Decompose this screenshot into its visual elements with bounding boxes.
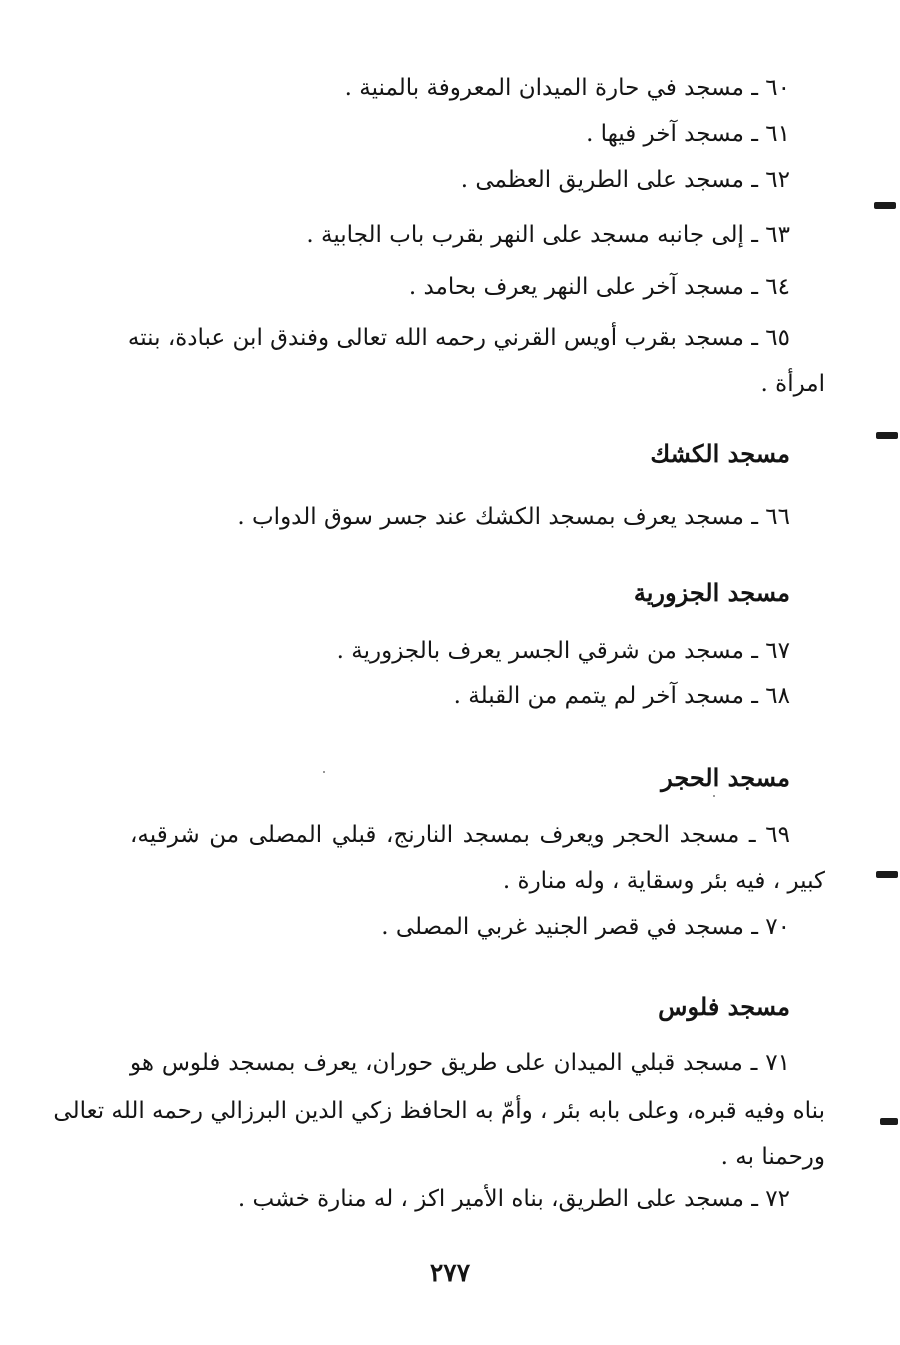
entry-66: ٦٦ ـ مسجد يعرف بمسجد الكشك عند جسر سوق الدواب . bbox=[237, 504, 790, 530]
section-heading-jazuriyya: مسجد الجزورية bbox=[633, 578, 790, 607]
entry-60: ٦٠ ـ مسجد في حارة الميدان المعروفة بالمنية . bbox=[344, 75, 790, 101]
section-heading-kishk: مسجد الكشك bbox=[650, 439, 790, 468]
scan-speck bbox=[713, 795, 715, 797]
margin-mark bbox=[880, 1118, 898, 1125]
entry-68: ٦٨ ـ مسجد آخر لم يتمم من القبلة . bbox=[453, 683, 790, 709]
page-number: ٢٧٧ bbox=[429, 1258, 471, 1287]
margin-mark bbox=[876, 871, 898, 878]
entry-63: ٦٣ ـ إلى جانبه مسجد على النهر بقرب باب الجابية . bbox=[306, 222, 790, 248]
entry-69-line-1: ٦٩ ـ مسجد الحجر ويعرف بمسجد النارنج، قبلي المصلى من شرقيه، bbox=[130, 822, 790, 848]
entry-71-line-2: بناه وفيه قبره، وعلى بابه بئر ، وأمّ به الحافظ زكي الدين البرزالي رحمه الله تعالى bbox=[53, 1098, 825, 1124]
entry-64: ٦٤ ـ مسجد آخر على النهر يعرف بحامد . bbox=[408, 274, 790, 300]
entry-70: ٧٠ ـ مسجد في قصر الجنيد غربي المصلى . bbox=[381, 914, 790, 940]
margin-mark bbox=[874, 202, 896, 209]
entry-61: ٦١ ـ مسجد آخر فيها . bbox=[586, 121, 790, 147]
entry-62: ٦٢ ـ مسجد على الطريق العظمى . bbox=[460, 167, 790, 193]
entry-69-line-2: كبير ، فيه بئر وسقاية ، وله منارة . bbox=[502, 868, 825, 894]
margin-mark bbox=[876, 432, 898, 439]
entry-71-line-3: ورحمنا به . bbox=[720, 1144, 825, 1170]
entry-67: ٦٧ ـ مسجد من شرقي الجسر يعرف بالجزورية . bbox=[336, 638, 790, 664]
entry-72: ٧٢ ـ مسجد على الطريق، بناه الأمير اكز ، له منارة خشب . bbox=[237, 1186, 790, 1212]
entry-71-line-1: ٧١ ـ مسجد قبلي الميدان على طريق حوران، يعرف بمسجد فلوس هو bbox=[130, 1050, 790, 1076]
entry-65-line-2: امرأة . bbox=[760, 371, 825, 397]
entry-65-line-1: ٦٥ ـ مسجد بقرب أويس القرني رحمه الله تعالى وفندق ابن عبادة، بنته bbox=[127, 325, 790, 351]
section-heading-hajar: مسجد الحجر bbox=[661, 763, 790, 792]
section-heading-fulus: مسجد فلوس bbox=[658, 992, 790, 1021]
scan-speck bbox=[323, 771, 325, 773]
